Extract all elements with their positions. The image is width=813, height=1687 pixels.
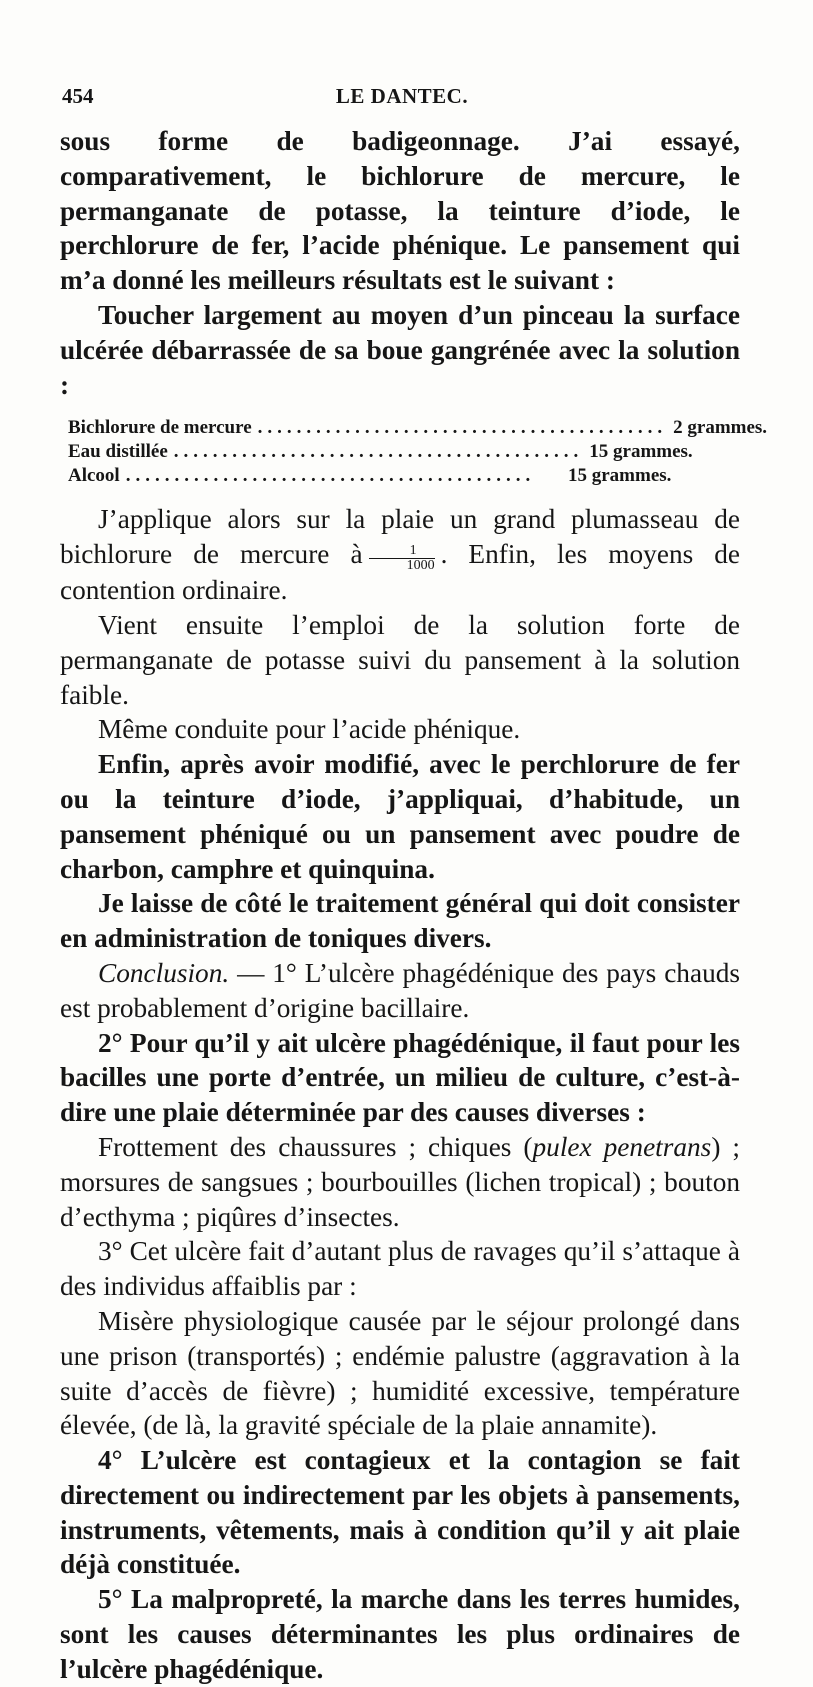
paragraph-12: Misère physiologique causée par le séjour prolongé dans une prison (transportés) ; endémie palustre (aggravation à la suite d’accès de fièvre) ; humidité excessive, température élevée, (de là, la gravité spéciale de la plaie annamite).	[60, 1305, 740, 1441]
paragraph-10-text: Frottement des chaussures ; chiques (	[98, 1131, 533, 1162]
formula-list	[68, 416, 768, 488]
formula-quantity: 15 grammes.	[568, 465, 672, 487]
paragraph-6: Enfin, après avoir modifié, avec le perchlorure de fer ou la teinture d’iode, j’appliquai, d’habitude, un pansement phéniqué ou un pansement avec poudre de charbon, camphre et quinquina.	[60, 749, 740, 884]
paragraph-3-text: J’applique alors sur la plaie un grand plumasseau de bichlorure de mercure à	[60, 504, 740, 570]
formula-ingredient: Alcool	[68, 465, 120, 487]
formula-quantity: 2 grammes.	[673, 417, 768, 439]
fraction-denominator: 1000	[406, 558, 435, 574]
fraction-numerator: 1	[369, 544, 435, 559]
paragraph-10	[60, 1130, 740, 1234]
paragraph-11: 3° Cet ulcère fait d’autant plus de ravages qu’il s’attaque à des individus affaiblis par :	[60, 1236, 740, 1302]
paragraph-3-text-end: . Enfin, les moyens de contention ordinaire.	[60, 539, 741, 606]
paragraph-14: 5° La malpropreté, la marche dans les terres humides, sont les causes déterminantes les plus ordinaires de l’ulcère phagédénique.	[60, 1584, 740, 1684]
paragraph-3	[60, 502, 740, 608]
formula-row	[68, 440, 708, 464]
fraction	[369, 544, 435, 573]
leader-dots: ..........................................	[173, 441, 584, 463]
paragraph-8	[60, 956, 740, 1026]
running-header	[62, 84, 742, 114]
paragraph-2: Toucher largement au moyen d’un pinceau la surface ulcérée débarrassée de sa boue gangrénée avec la solution :	[60, 299, 740, 400]
formula-row	[68, 464, 708, 488]
page-number: 454	[62, 84, 94, 108]
paragraph-13: 4° L’ulcère est contagieux et la contagion se fait directement ou indirectement par les objets à pansements, instruments, vêtements, mais à condition qu’il y ait plaie déjà constituée.	[60, 1445, 740, 1580]
conclusion-label: Conclusion.	[98, 957, 230, 988]
formula-quantity: 15 grammes.	[589, 441, 693, 463]
formula-ingredient: Eau distillée	[68, 441, 168, 463]
formula-row	[68, 416, 768, 440]
paragraph-7: Je laisse de côté le traitement général qui doit consister en administration de toniques divers.	[60, 888, 740, 954]
species-name: pulex penetrans	[532, 1131, 712, 1162]
paragraph-1: sous forme de badigeonnage. J’ai essayé, comparativement, le bichlorure de mercure, le permanganate de potasse, la teinture d’iode, le perchlorure de fer, l’acide phénique. Le pansement qui m’a donné les meilleurs résultats est le suivant :	[60, 126, 740, 296]
paragraph-10-text-end: ) ; morsures de sangsues ; bourbouilles (lichen tropical) ; bouton d’ecthyma ; piqûres d’insectes.	[60, 1131, 740, 1232]
paragraph-8-text: — 1° L’ulcère phagédénique des pays chauds est probablement d’origine bacillaire.	[60, 957, 740, 1023]
formula-ingredient: Bichlorure de mercure	[68, 417, 252, 439]
paragraph-9: 2° Pour qu’il y ait ulcère phagédénique, il faut pour les bacilles une porte d’entrée, un milieu de culture, c’est-à-dire une plaie déterminée par des causes diverses :	[60, 1027, 740, 1128]
leader-dots: ..........................................	[257, 417, 668, 439]
page-body	[60, 124, 768, 1687]
leader-dots: ..........................................	[125, 465, 536, 487]
paragraph-4: Vient ensuite l’emploi de la solution forte de permanganate de potasse suivi du pansement à la solution faible.	[60, 609, 740, 710]
running-title: LE DANTEC.	[335, 84, 469, 108]
paragraph-5: Même conduite pour l’acide phénique.	[98, 714, 521, 745]
